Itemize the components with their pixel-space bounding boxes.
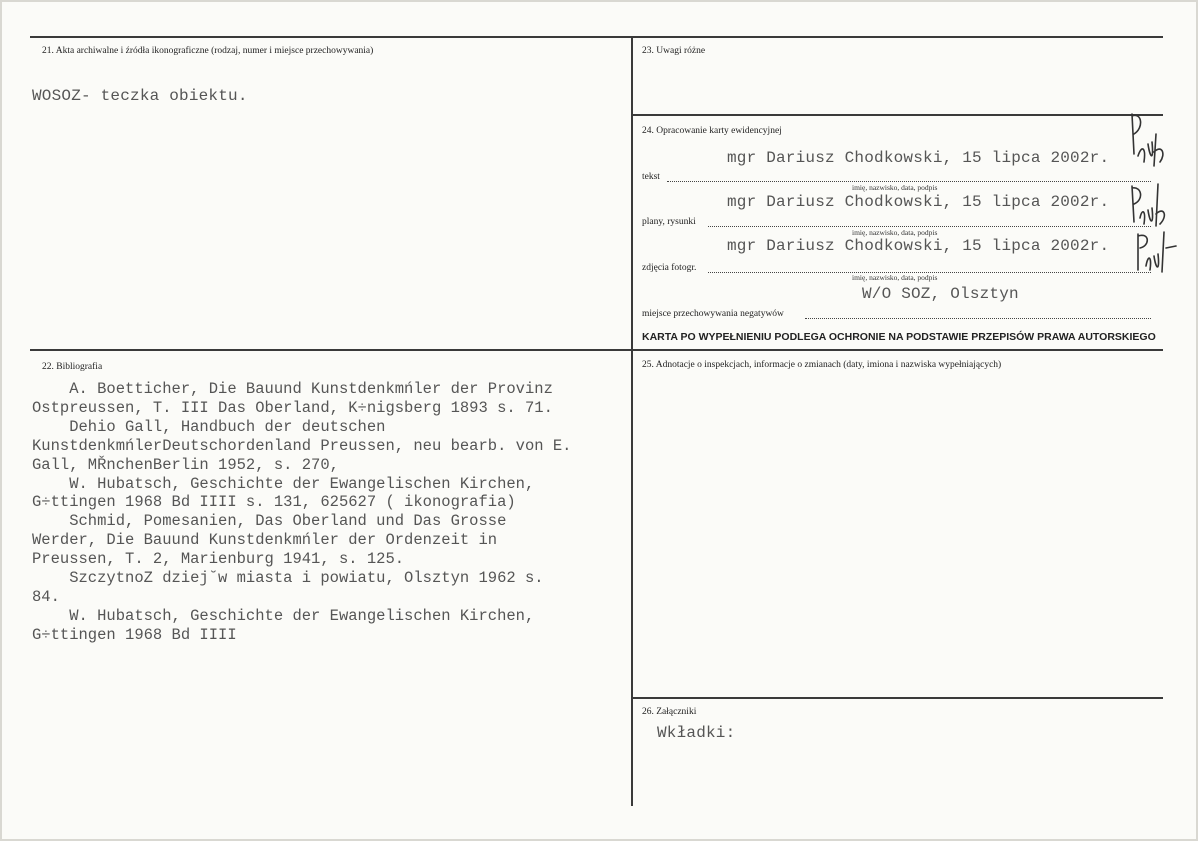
rule-25-26 — [631, 697, 1163, 699]
photos-author-value: mgr Dariusz Chodkowski, 15 lipca 2002r. — [727, 237, 1110, 255]
copyright-note: KARTA PO WYPEŁNIENIU PODLEGA OCHRONIE NA PODSTAWIE PRZEPISÓW PRAWA AUTORSKIEGO — [642, 331, 1156, 343]
bibliography-line: Gall, MŘnchenBerlin 1952, s. 270, — [32, 455, 339, 474]
bibliography-line: Preussen, T. 2, Marienburg 1941, s. 125. — [32, 550, 405, 569]
photos-row-caption: imię, nazwisko, data, podpis — [852, 273, 938, 282]
bibliography-line: W. Hubatsch, Geschichte der Ewangelischen Kirchen, — [32, 474, 535, 493]
plans-row-label: plany, rysunki — [642, 217, 696, 227]
rule-23-24 — [631, 114, 1163, 116]
signature-text-row — [1124, 104, 1170, 182]
signature-photos-row — [1130, 226, 1180, 276]
bibliography-line: Werder, Die Bauund Kunstdenkmńler der Ordenzeit in — [32, 531, 498, 550]
plans-author-value: mgr Dariusz Chodkowski, 15 lipca 2002r. — [727, 193, 1110, 211]
text-row-label: tekst — [642, 172, 660, 182]
middle-rule — [30, 349, 1163, 351]
negatives-dotline — [805, 318, 1151, 319]
negatives-location-label: miejsce przechowywania negatywów — [642, 309, 784, 319]
attachments-value: Wkładki: — [657, 724, 736, 742]
bibliography-line: Ostpreussen, T. III Das Oberland, K÷nigsberg 1893 s. 71. — [32, 398, 553, 417]
center-divider — [631, 36, 633, 806]
text-author-value: mgr Dariusz Chodkowski, 15 lipca 2002r. — [727, 149, 1110, 167]
section-23-heading: 23. Uwagi różne — [642, 46, 706, 56]
signature-plans-row — [1126, 180, 1170, 230]
bibliography-line: W. Hubatsch, Geschichte der Ewangelischen Kirchen, — [32, 606, 535, 625]
bibliography-line: A. Boetticher, Die Bauund Kunstdenkmńler der Provinz — [32, 380, 553, 398]
photos-row-label: zdjęcia fotogr. — [642, 263, 697, 273]
bibliography-line: G÷ttingen 1968 Bd IIII — [32, 625, 237, 644]
negatives-location-value: W/O SOZ, Olsztyn — [862, 285, 1019, 303]
top-rule — [30, 36, 1163, 38]
section-24-heading: 24. Opracowanie karty ewidencyjnej — [642, 126, 782, 136]
bibliography-line: KunstdenkmńlerDeutschordenland Preussen, neu bearb. von E. — [32, 436, 572, 455]
bibliography-line: 84. — [32, 587, 60, 606]
section-26-heading: 26. Załączniki — [642, 707, 697, 717]
bibliography-line: Schmid, Pomesanien, Das Oberland und Das Grosse — [32, 512, 507, 531]
text-row-caption: imię, nazwisko, data, podpis — [852, 183, 938, 192]
bibliography-line: Dehio Gall, Handbuch der deutschen — [32, 417, 386, 436]
bibliography-list — [32, 380, 622, 645]
section-25-heading: 25. Adnotacje o inspekcjach, informacje o zmianach (daty, imiona i nazwiska wypełniających) — [642, 360, 1002, 370]
bibliography-line: G÷ttingen 1968 Bd IIII s. 131, 625627 ( ikonografia) — [32, 493, 516, 512]
plans-row-caption: imię, nazwisko, data, podpis — [852, 228, 938, 237]
bibliography-line: SzczytnoZ dziej˘w miasta i powiatu, Olsztyn 1962 s. — [32, 569, 544, 588]
section-22-heading: 22. Bibliografia — [42, 362, 103, 372]
plans-row-dotline — [708, 226, 1151, 227]
text-row-dotline — [667, 181, 1151, 182]
section-21-heading: 21. Akta archiwalne i źródła ikonograficzne (rodzaj, numer i miejsce przechowywania) — [42, 46, 374, 56]
section-21-value: WOSOZ- teczka obiektu. — [32, 87, 248, 105]
